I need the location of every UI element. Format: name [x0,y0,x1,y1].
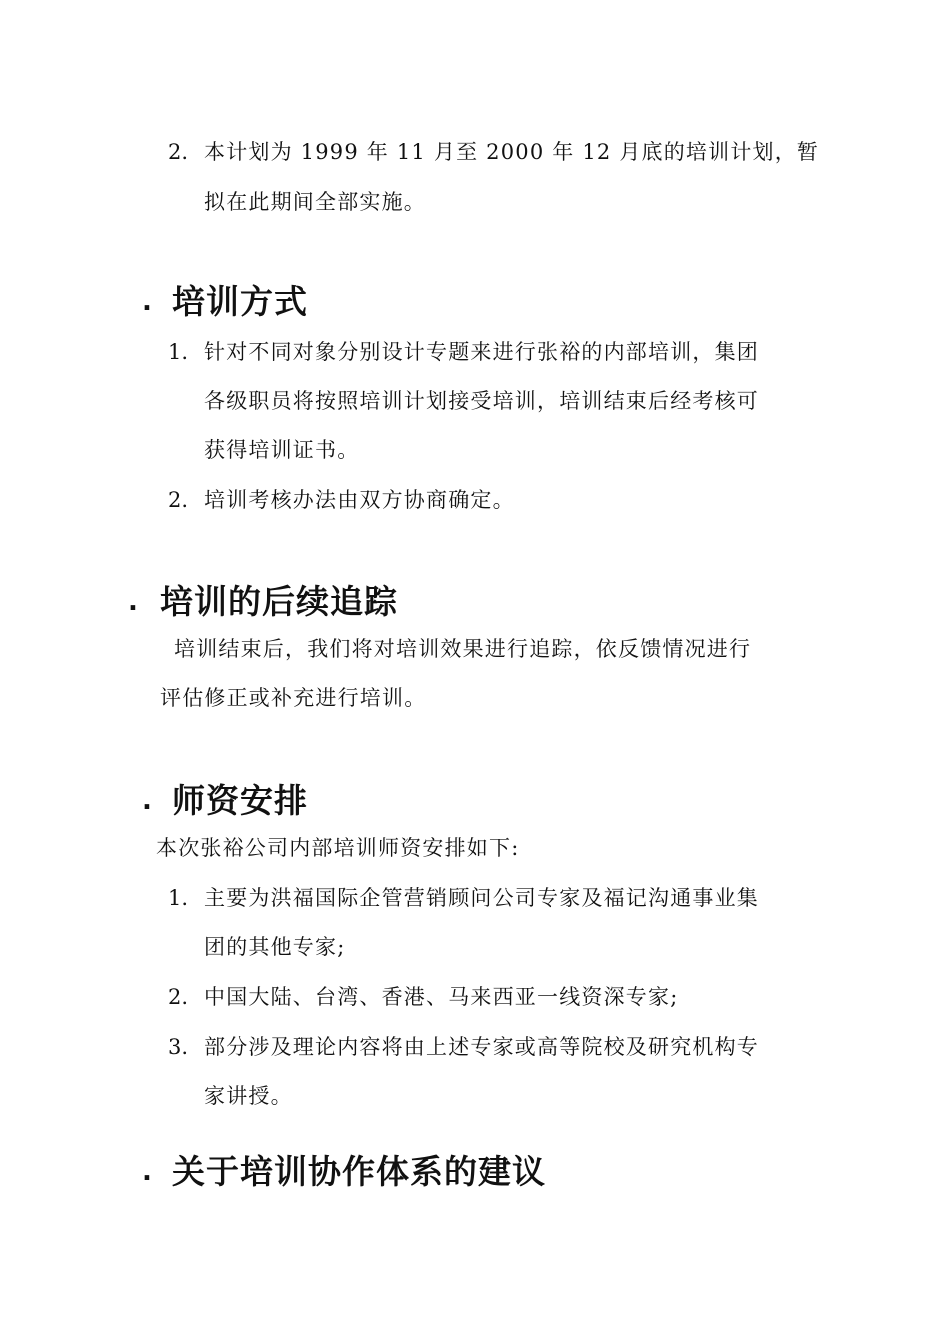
section-bullet: . [128,587,138,617]
list-item-line: 团的其他专家; [204,935,346,959]
section-heading: 关于培训协作体系的建议 [172,1152,546,1191]
section-heading: 师资安排 [172,781,308,820]
list-item-number: 1. [168,340,189,364]
section-heading: 培训的后续追踪 [160,582,398,621]
list-item-line: 主要为洪福国际企管营销顾问公司专家及福记沟通事业集 [204,886,759,910]
list-item-line: 中国大陆、台湾、香港、马来西亚一线资深专家; [204,985,679,1009]
list-item-line: 家讲授。 [204,1084,293,1108]
list-item-line: 部分涉及理论内容将由上述专家或高等院校及研究机构专 [204,1035,759,1059]
section-bullet: . [142,786,152,816]
list-item-number: 1. [168,886,189,910]
list-item-number: 2. [168,140,189,164]
paragraph-line: 培训结束后，我们将对培训效果进行追踪，依反馈情况进行 [174,637,752,661]
list-item-number: 2. [168,985,189,1009]
section-bullet: . [142,287,152,317]
list-item-line: 培训考核办法由双方协商确定。 [204,488,515,512]
section-intro: 本次张裕公司内部培训师资安排如下: [156,836,520,860]
list-item-line: 针对不同对象分别设计专题来进行张裕的内部培训，集团 [204,340,759,364]
list-item-line: 拟在此期间全部实施。 [204,190,426,214]
list-item-number: 2. [168,488,189,512]
list-item-line: 各级职员将按照培训计划接受培训，培训结束后经考核可 [204,389,759,413]
list-item-number: 3. [168,1035,189,1059]
section-heading: 培训方式 [172,282,308,321]
list-item-line: 获得培训证书。 [204,438,360,462]
list-item-line: 本计划为 1999 年 11 月至 2000 年 12 月底的培训计划，暂 [204,140,820,164]
paragraph-line: 评估修正或补充进行培训。 [160,686,427,710]
section-bullet: . [142,1157,152,1187]
